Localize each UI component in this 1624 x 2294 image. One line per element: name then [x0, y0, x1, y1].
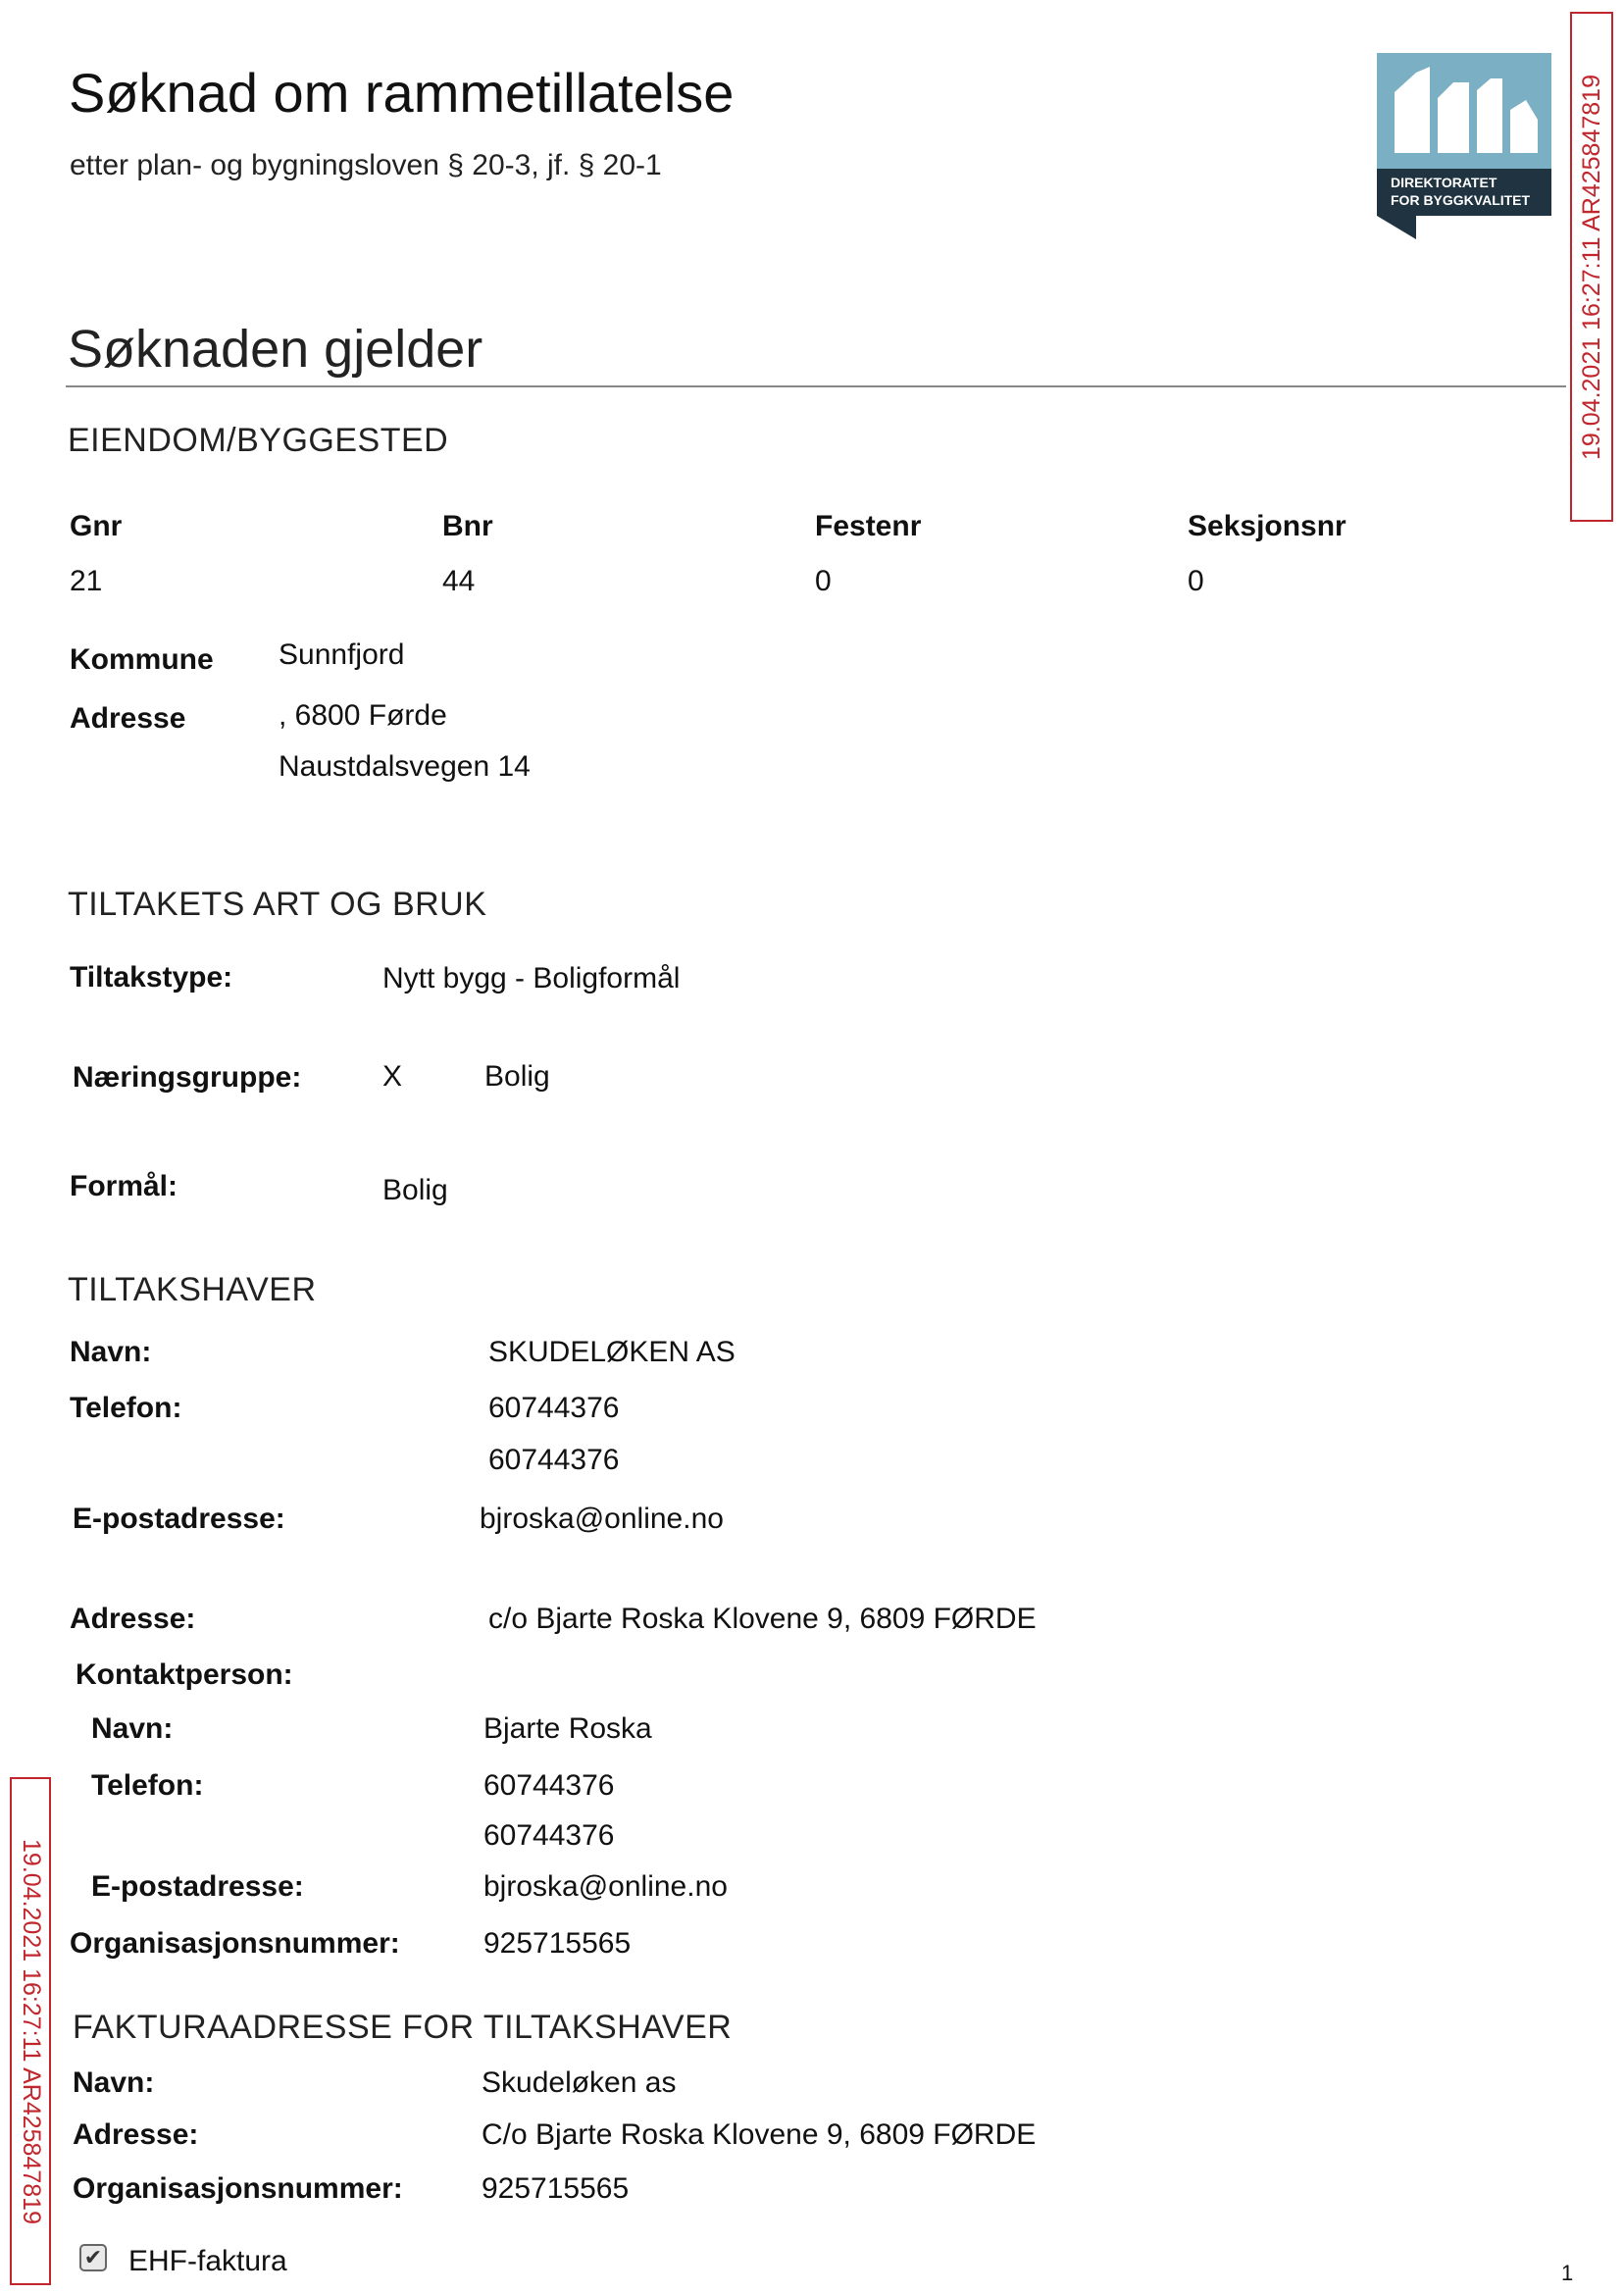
stamp-text: 19.04.2021 16:27:11 AR425847819 [1577, 74, 1605, 460]
seksjonsnr-label: Seksjonsnr [1188, 510, 1346, 542]
tiltakshaver-navn-label: Navn: [70, 1336, 152, 1368]
ehf-faktura-label: EHF-faktura [128, 2245, 287, 2277]
tiltakshaver-adresse: c/o Bjarte Roska Klovene 9, 6809 FØRDE [488, 1603, 1037, 1635]
tiltakshaver-orgnr: 925715565 [483, 1927, 632, 1960]
tiltakshaver-adresse-label: Adresse: [70, 1603, 196, 1635]
naeringsgruppe-value: Bolig [484, 1060, 550, 1093]
tiltakshaver-telefon2: 60744376 [488, 1444, 620, 1476]
seksjonsnr-value: 0 [1188, 565, 1204, 597]
checkmark-icon: ✔ [83, 2245, 103, 2269]
gnr-value: 21 [70, 565, 103, 597]
adresse-label: Adresse [70, 702, 186, 735]
bnr-value: 44 [442, 565, 476, 597]
archive-stamp-left [10, 1777, 51, 2285]
kontakt-telefon1: 60744376 [483, 1769, 615, 1802]
faktura-navn: Skudeløken as [482, 2066, 677, 2099]
eiendom-heading: EIENDOM/BYGGESTED [68, 422, 449, 459]
festenr-label: Festenr [815, 510, 922, 542]
kontakt-navn-label: Navn: [91, 1712, 174, 1745]
logo-text-line1: DIREKTORATET [1391, 175, 1497, 190]
page-number: 1 [1561, 2261, 1574, 2285]
naeringsgruppe-label: Næringsgruppe: [73, 1061, 302, 1094]
adresse-line1: , 6800 Førde [279, 699, 447, 732]
formal-value: Bolig [382, 1174, 448, 1206]
kontakt-navn: Bjarte Roska [483, 1712, 652, 1745]
kommune-label: Kommune [70, 643, 214, 676]
page-subtitle: etter plan- og bygningsloven § 20-3, jf. § 20-1 [70, 149, 662, 181]
kontaktperson-label: Kontaktperson: [76, 1658, 293, 1691]
naeringsgruppe-code: X [382, 1060, 403, 1093]
logo-text-line2: FOR BYGGKVALITET [1391, 192, 1531, 208]
kontakt-epost: bjroska@online.no [483, 1870, 728, 1903]
ehf-faktura-checkbox[interactable] [79, 2244, 107, 2271]
logo-graphic [1377, 53, 1551, 239]
dibk-logo [1377, 53, 1551, 239]
archive-stamp-right [1570, 12, 1613, 522]
faktura-heading: FAKTURAADRESSE FOR TILTAKSHAVER [73, 2009, 733, 2046]
kommune-value: Sunnfjord [279, 638, 405, 671]
faktura-navn-label: Navn: [73, 2066, 155, 2099]
section-divider [66, 385, 1566, 387]
tiltakshaver-telefon-label: Telefon: [70, 1392, 182, 1424]
section-heading: Søknaden gjelder [68, 320, 483, 379]
formal-label: Formål: [70, 1170, 178, 1202]
faktura-orgnr: 925715565 [482, 2172, 630, 2205]
kontakt-epost-label: E-postadresse: [91, 1870, 304, 1903]
faktura-adresse-label: Adresse: [73, 2118, 199, 2151]
tiltakshaver-epost-label: E-postadresse: [73, 1503, 285, 1535]
tiltakshaver-navn: SKUDELØKEN AS [488, 1336, 736, 1368]
faktura-orgnr-label: Organisasjonsnummer: [73, 2172, 403, 2205]
tiltakshaver-telefon1: 60744376 [488, 1392, 620, 1424]
tiltakstype-value: Nytt bygg - Boligformål [382, 962, 681, 994]
kontakt-telefon2: 60744376 [483, 1819, 615, 1852]
tiltakshaver-epost: bjroska@online.no [480, 1503, 724, 1535]
page-title: Søknad om rammetillatelse [69, 62, 735, 124]
bnr-label: Bnr [442, 510, 493, 542]
tiltakshaver-orgnr-label: Organisasjonsnummer: [70, 1927, 400, 1960]
adresse-line2: Naustdalsvegen 14 [279, 750, 531, 783]
festenr-value: 0 [815, 565, 832, 597]
kontakt-telefon-label: Telefon: [91, 1769, 204, 1802]
stamp-text: 19.04.2021 16:27:11 AR425847819 [17, 1838, 45, 2224]
tiltak-heading: TILTAKETS ART OG BRUK [68, 886, 487, 923]
tiltakshaver-heading: TILTAKSHAVER [68, 1271, 317, 1308]
faktura-adresse: C/o Bjarte Roska Klovene 9, 6809 FØRDE [482, 2118, 1037, 2151]
gnr-label: Gnr [70, 510, 123, 542]
tiltakstype-label: Tiltakstype: [70, 961, 233, 994]
